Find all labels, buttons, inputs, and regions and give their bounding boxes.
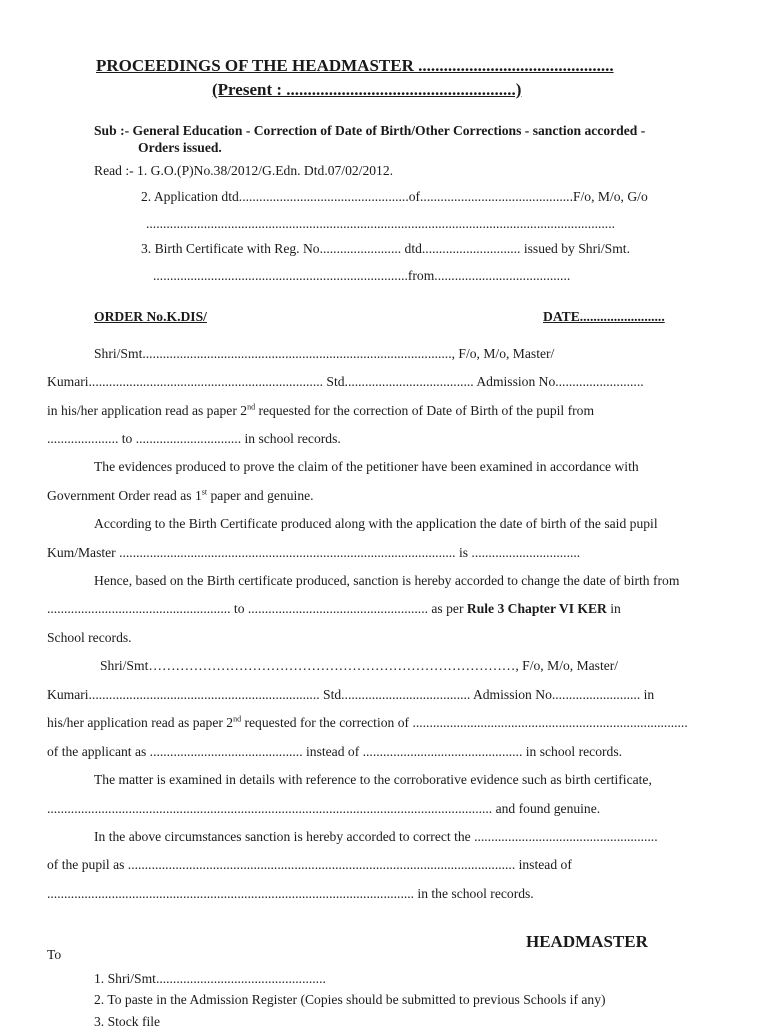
body-line: his/her application read as paper 2nd requested for the correction of ................................................................................. <box>47 714 688 730</box>
body-line: The matter is examined in details with reference to the corroborative evidence such as birth certificate, <box>94 772 652 787</box>
read-item-3: 3. Birth Certificate with Reg. No........................ dtd............................. issued by Shri/Smt. <box>141 241 630 256</box>
subject-line: Sub :- General Education - Correction of Date of Birth/Other Corrections - sanction accorded - <box>94 123 646 138</box>
body-line: Kumari.................................................................... Std...................................... Admission No.......................... in <box>47 687 655 702</box>
headmaster-signature: HEADMASTER <box>526 932 648 951</box>
body-line: Kumari..................................................................... Std...................................... Admission No.......................... <box>47 374 644 389</box>
read-item-2: 2. Application dtd..................................................of.............................................F/o, M/o, G/o <box>141 189 648 204</box>
order-number: ORDER No.K.DIS/ <box>94 309 207 324</box>
recipient-item: 1. Shri/Smt.................................................. <box>94 971 326 986</box>
body-line: ...................................................... to ..................................................... as per Rule 3 Chapter VI KER in <box>47 601 621 616</box>
order-date: DATE......................... <box>543 309 665 324</box>
present-line: (Present : ......................................................) <box>212 80 522 99</box>
body-line: According to the Birth Certificate produced along with the application the date of birth of the said pupil <box>94 516 658 531</box>
body-line: In the above circumstances sanction is hereby accorded to correct the ...................................................... <box>94 829 658 844</box>
body-line: of the pupil as .................................................................................................................. instead of <box>47 857 572 872</box>
body-line: The evidences produced to prove the claim of the petitioner have been examined in accordance with <box>94 459 639 474</box>
body-line: of the applicant as ............................................. instead of ............................................... in school records. <box>47 744 623 759</box>
recipient-item: 2. To paste in the Admission Register (Copies should be submitted to previous Schools if any) <box>94 992 606 1007</box>
body-line: School records. <box>47 630 132 645</box>
body-line: Hence, based on the Birth certificate produced, sanction is hereby accorded to change the date of birth from <box>94 573 680 588</box>
page-title: PROCEEDINGS OF THE HEADMASTER .............................................. <box>96 56 614 75</box>
body-line: Shri/Smt..........................................................................................., F/o, M/o, Master/ <box>94 346 555 361</box>
body-line: Shri/Smt………………………………………………………………………, F/o, M/o, Master/ <box>100 658 619 673</box>
read-item-2-cont: .......................................................................................................................................... <box>146 216 615 231</box>
body-line: Kum/Master ................................................................................................... is ................................ <box>47 545 581 560</box>
recipient-item: 3. Stock file <box>94 1014 161 1029</box>
body-line: ................................................................................................................................... and found genuine. <box>47 801 601 816</box>
read-item-1: Read :- 1. G.O.(P)No.38/2012/G.Edn. Dtd.07/02/2012. <box>94 163 394 178</box>
body-line: Government Order read as 1st paper and genuine. <box>47 487 314 503</box>
to-label: To <box>47 947 62 962</box>
read-item-3-cont: ...........................................................................from........................................ <box>153 268 571 283</box>
rule-reference: Rule 3 Chapter VI KER <box>466 601 607 616</box>
body-line: in his/her application read as paper 2nd requested for the correction of Date of Birth of the pupil from <box>47 402 595 418</box>
body-line: ............................................................................................................ in the school records. <box>47 886 534 901</box>
body-line: ..................... to ............................... in school records. <box>47 431 341 446</box>
subject-line-cont: Orders issued. <box>138 140 222 155</box>
